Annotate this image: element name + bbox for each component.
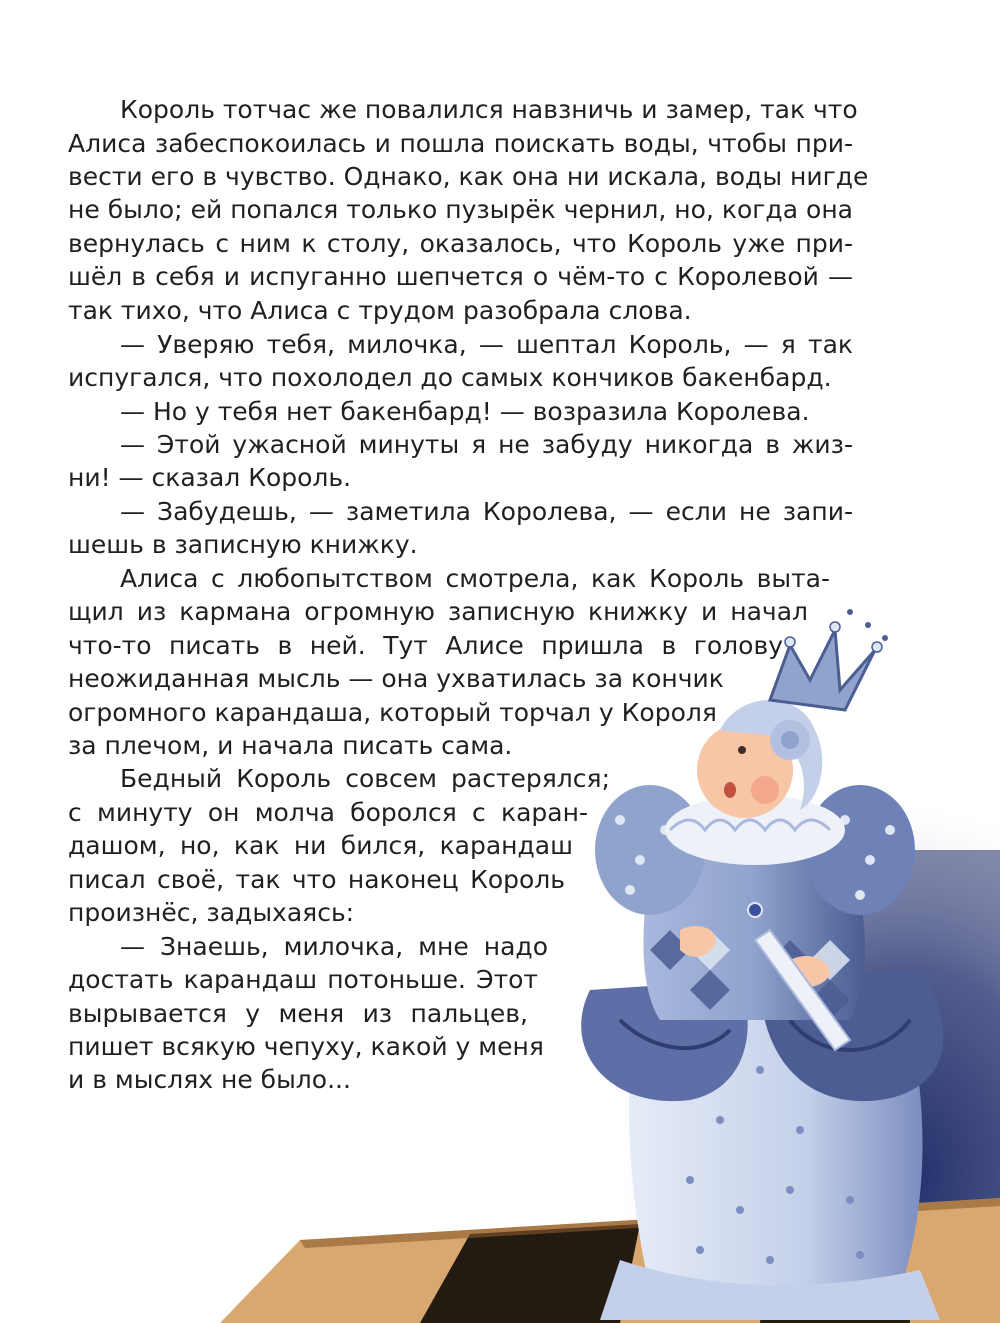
- text-line: достать карандаш потоньше. Этот: [68, 965, 538, 994]
- text-line: Король тотчас же повалился навзничь и замер, так что: [120, 95, 858, 124]
- text-line: шешь в записную книжку.: [68, 530, 418, 559]
- text-line: вернулась с ним к столу, оказалось, что Король уже при-: [68, 229, 853, 258]
- text-line: произнёс, задыхаясь:: [68, 898, 355, 927]
- text-line: что-то писать в ней. Тут Алисе пришла в голову: [68, 631, 783, 660]
- text-line: писал своё, так что наконец Король: [68, 865, 565, 894]
- text-line: так тихо, что Алиса с трудом разобрала слова.: [68, 296, 692, 325]
- text-line: шёл в себя и испуганно шепчется о чём-то с Королевой —: [68, 262, 853, 291]
- text-line: вырывается у меня из пальцев,: [68, 999, 528, 1028]
- text-line: испугался, что похолодел до самых кончиков бакенбард.: [68, 363, 832, 392]
- text-line: дашом, но, как ни бился, карандаш: [68, 831, 573, 860]
- text-line: Бедный Король совсем растерялся;: [120, 764, 610, 793]
- text-line: огромного карандаша, который торчал у Короля: [68, 698, 717, 727]
- text-line: — Забудешь, — заметила Королева, — если не запи-: [120, 497, 853, 526]
- text-line: — Знаешь, милочка, мне надо: [120, 932, 548, 961]
- text-line: не было; ей попался только пузырёк чернил, но, когда она: [68, 195, 853, 224]
- text-line: вести его в чувство. Однако, как она ни искала, воды нигде: [68, 162, 869, 191]
- text-line: щил из кармана огромную записную книжку и начал: [68, 597, 808, 626]
- text-line: за плечом, и начала писать сама.: [68, 731, 513, 760]
- text-line: — Уверяю тебя, милочка, — шептал Король, — я так: [120, 330, 853, 359]
- text-line: — Этой ужасной минуты я не забуду никогда в жиз-: [120, 430, 853, 459]
- text-line: — Но у тебя нет бакенбард! — возразила Королева.: [120, 397, 810, 426]
- text-line: пишет всякую чепуху, какой у меня: [68, 1032, 544, 1061]
- text-line: с минуту он молча боролся с каран-: [68, 798, 588, 827]
- text-line: Алиса с любопытством смотрела, как Король выта-: [120, 564, 830, 593]
- text-line: Алиса забеспокоилась и пошла поискать воды, чтобы при-: [68, 129, 853, 158]
- text-line: неожиданная мысль — она ухватилась за кончик: [68, 664, 724, 693]
- text-line: и в мыслях не было...: [68, 1065, 351, 1094]
- text-line: ни! — сказал Король.: [68, 463, 352, 492]
